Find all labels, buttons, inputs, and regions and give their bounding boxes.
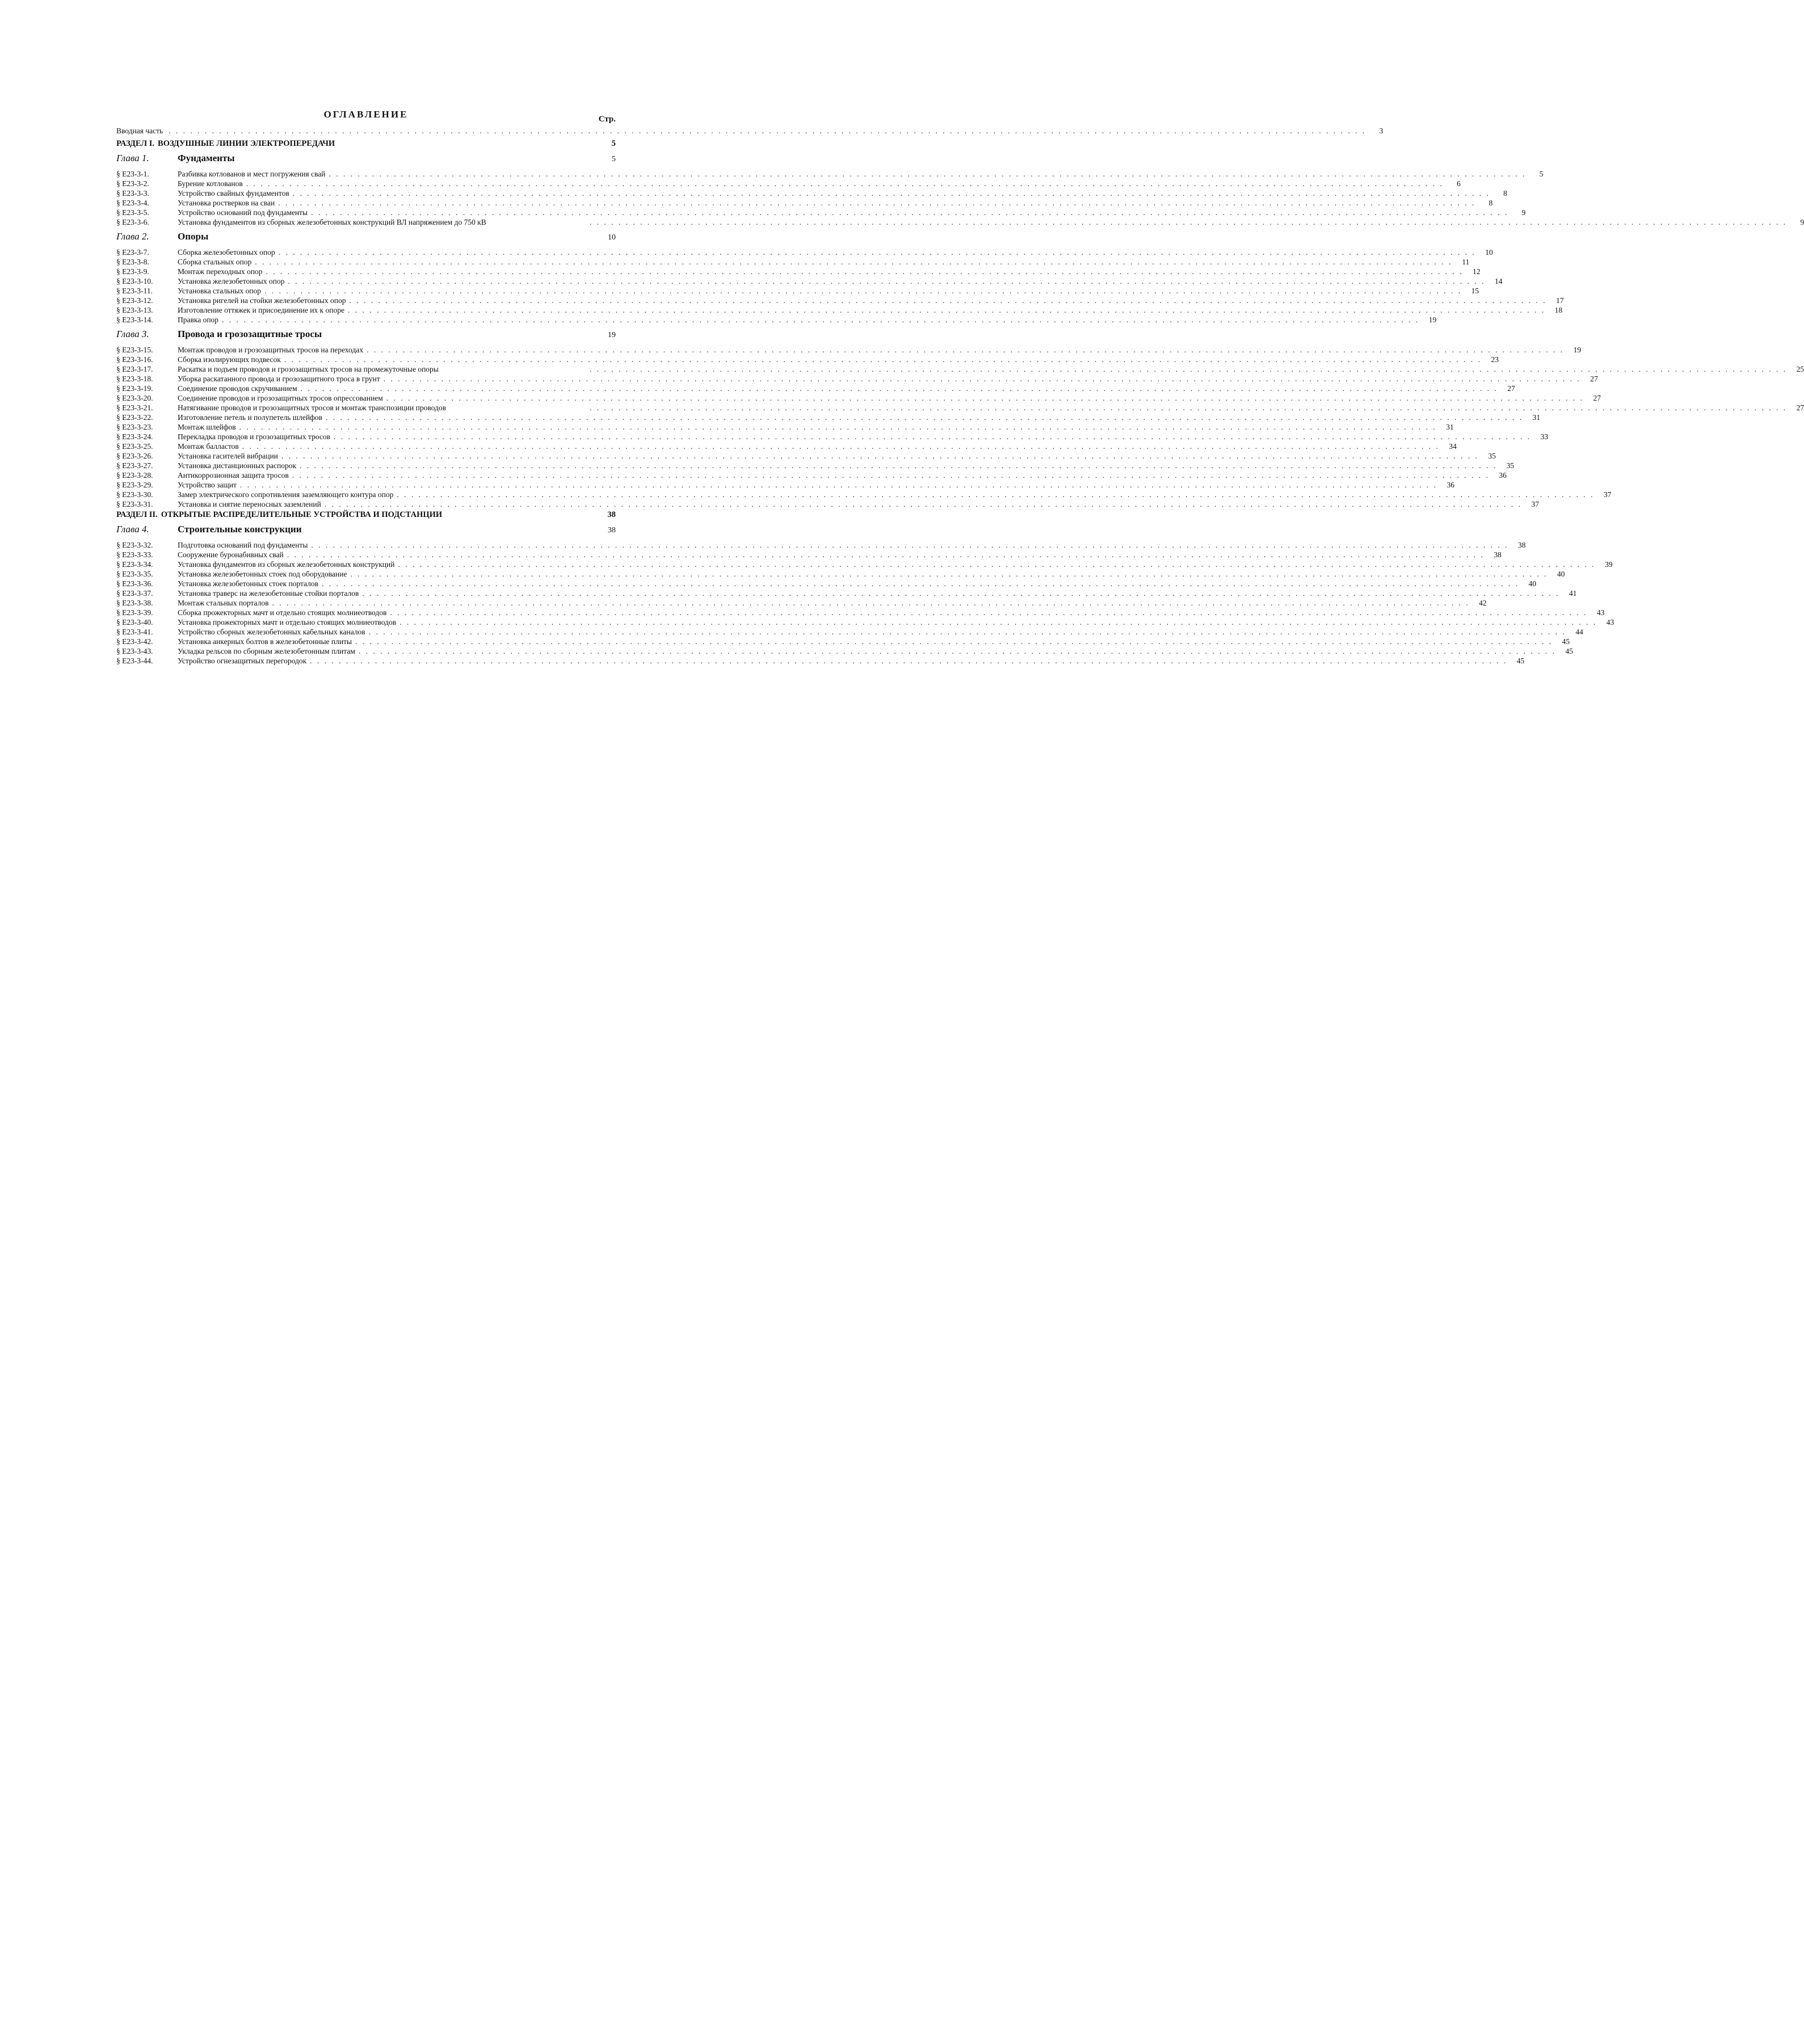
toc-entry-title: Установка фундаментов из сборных железобетонных конструкций bbox=[178, 560, 395, 569]
toc-entry-title: Установка прожекторных мачт и отдельно стоящих молниеотводов bbox=[178, 618, 397, 626]
toc-page-number: 40 bbox=[1557, 570, 1565, 578]
toc-item-row bbox=[116, 355, 1499, 364]
toc-page-number: 37 bbox=[1531, 500, 1539, 508]
toc-header bbox=[116, 107, 616, 126]
toc-page-number: 8 bbox=[1503, 189, 1507, 197]
toc-entry-code: Глава 2. bbox=[116, 231, 149, 242]
toc-entry-title: Провода и грозозащитные тросы bbox=[178, 329, 322, 339]
toc-page-number: 14 bbox=[1495, 277, 1503, 285]
toc-entry-code: § Е23-3-16. bbox=[116, 355, 153, 364]
toc-entry-code: § Е23-3-2. bbox=[116, 179, 149, 188]
toc-list bbox=[116, 126, 1804, 666]
toc-entry-title: Строительные конструкции bbox=[178, 524, 302, 535]
toc-entry-title: Установка дистанционных распорок bbox=[178, 461, 297, 470]
toc-entry-title: Монтаж стальных порталов bbox=[178, 599, 269, 607]
dot-leader bbox=[367, 345, 1564, 355]
toc-entry-code: РАЗДЕЛ II. bbox=[116, 510, 158, 519]
toc-page-number: 27 bbox=[1593, 394, 1601, 402]
toc-page-number: 19 bbox=[1573, 346, 1582, 354]
toc-entry-title: Монтаж балластов bbox=[178, 442, 239, 451]
dot-leader bbox=[590, 364, 1787, 374]
dot-leader bbox=[246, 179, 1444, 188]
toc-entry-code: § Е23-3-33. bbox=[116, 550, 153, 559]
toc-entry-title: Сборка изолирующих подвесок bbox=[178, 355, 281, 364]
toc-entry-code: § Е23-3-44. bbox=[116, 657, 153, 665]
toc-entry-code: § Е23-3-37. bbox=[116, 589, 153, 598]
toc-page-number: 19 bbox=[1428, 316, 1437, 324]
toc-item-row bbox=[116, 432, 1549, 441]
toc-entry-code: § Е23-3-15. bbox=[116, 346, 153, 354]
toc-entry-title: Уборка раскатанного провода и грозозащитного троса в грунт bbox=[178, 375, 380, 383]
toc-page-number: 23 bbox=[1491, 355, 1499, 364]
toc-page-number: 9 bbox=[1800, 218, 1804, 226]
toc-entry-code: § Е23-3-1. bbox=[116, 170, 149, 178]
toc-entry-code: § Е23-3-39. bbox=[116, 608, 153, 617]
toc-entry-code: § Е23-3-22. bbox=[116, 413, 153, 422]
toc-page-number: 3 bbox=[1379, 127, 1384, 135]
dot-leader bbox=[329, 169, 1526, 179]
toc-page-number: 44 bbox=[1575, 628, 1583, 636]
dot-leader bbox=[348, 305, 1545, 315]
toc-entry-title: Изготовление петель и полупетель шлейфов bbox=[178, 413, 322, 422]
toc-item-row bbox=[116, 656, 1525, 666]
toc-entry-title: Установка фундаментов из сборных железобетонных конструкций ВЛ напряжением до 750 кВ bbox=[178, 218, 486, 226]
toc-page-number: 45 bbox=[1516, 657, 1525, 665]
toc-entry-title: Устройство оснований под фундаменты bbox=[178, 208, 308, 217]
toc-entry-title: Раскатка и подъем проводов и грозозащитных тросов на промежуточные опоры bbox=[178, 365, 439, 373]
dot-leader bbox=[242, 441, 1440, 451]
toc-item-row bbox=[116, 490, 1612, 499]
toc-entry-code: § Е23-3-31. bbox=[116, 500, 153, 508]
toc-entry-title: Сооружение буронабивных свай bbox=[178, 550, 284, 559]
toc-entry-title: Установка железобетонных опор bbox=[178, 277, 285, 285]
toc-entry-title: Соединение проводов и грозозащитных тросов опрессованием bbox=[178, 394, 383, 402]
toc-entry-title: Бурение котлованов bbox=[178, 179, 243, 188]
toc-entry-code: § Е23-3-29. bbox=[116, 481, 153, 489]
toc-entry-code: § Е23-3-12. bbox=[116, 296, 153, 305]
toc-entry-code: § Е23-3-13. bbox=[116, 306, 153, 314]
toc-entry-title: Изготовление оттяжек и присоединение их к опоре bbox=[178, 306, 344, 314]
toc-page-number: 34 bbox=[1449, 442, 1457, 451]
toc-item-row bbox=[116, 627, 1583, 637]
toc-item-row bbox=[116, 637, 1570, 646]
toc-entry-code: § Е23-3-32. bbox=[116, 541, 153, 549]
toc-entry-title: Сборка стальных опор bbox=[178, 258, 252, 266]
toc-entry-code: § Е23-3-5. bbox=[116, 208, 149, 217]
toc-page-number: 25 bbox=[1796, 365, 1804, 373]
dot-leader bbox=[169, 126, 1366, 136]
dot-leader bbox=[240, 480, 1437, 490]
dot-leader bbox=[369, 627, 1566, 637]
toc-entry-title: Установка стальных опор bbox=[178, 287, 262, 295]
toc-item-row bbox=[116, 413, 1541, 422]
toc-item-row bbox=[116, 422, 1454, 432]
dot-leader bbox=[386, 393, 1584, 403]
toc-item-row bbox=[116, 208, 1526, 217]
toc-page-number: 11 bbox=[1462, 258, 1470, 266]
toc-entry-title: Укладка рельсов по сборным железобетонным плитам bbox=[178, 647, 355, 655]
toc-page-number: 12 bbox=[1473, 267, 1481, 276]
toc-entry-code: § Е23-3-40. bbox=[116, 618, 153, 626]
toc-page-number: 5 bbox=[1539, 170, 1544, 178]
toc-entry-title: Сборка железобетонных опор bbox=[178, 248, 275, 256]
toc-entry-code: § Е23-3-7. bbox=[116, 248, 149, 256]
dot-leader bbox=[326, 413, 1523, 422]
toc-intro-row bbox=[116, 126, 1384, 136]
dot-leader bbox=[359, 646, 1556, 656]
toc-entry-code: § Е23-3-28. bbox=[116, 471, 153, 480]
toc-entry-code: § Е23-3-25. bbox=[116, 442, 153, 451]
dot-leader bbox=[322, 579, 1519, 588]
toc-item-row bbox=[116, 217, 1804, 227]
toc-item-row bbox=[116, 188, 1507, 198]
toc-page-number: 31 bbox=[1532, 413, 1541, 422]
toc-item-row bbox=[116, 598, 1487, 608]
toc-page-number: 40 bbox=[1528, 579, 1537, 588]
toc-item-row bbox=[116, 646, 1574, 656]
toc-page-number: 45 bbox=[1565, 647, 1574, 655]
dot-leader bbox=[334, 432, 1531, 441]
toc-item-row bbox=[116, 267, 1481, 276]
toc-entry-code: § Е23-3-34. bbox=[116, 560, 153, 569]
toc-entry-code: Глава 3. bbox=[116, 329, 149, 339]
page-title: ОГЛАВЛЕНИЕ bbox=[323, 109, 409, 120]
toc-page-number: 43 bbox=[1606, 618, 1614, 626]
dot-leader bbox=[266, 267, 1464, 276]
dot-leader bbox=[293, 188, 1490, 198]
dot-leader bbox=[398, 560, 1595, 569]
toc-page-number: 15 bbox=[1471, 287, 1479, 295]
toc-entry-code: § Е23-3-17. bbox=[116, 365, 153, 373]
dot-leader bbox=[287, 550, 1485, 560]
dot-leader bbox=[355, 637, 1553, 646]
toc-page-number: 38 bbox=[607, 510, 616, 519]
toc-entry-title: Опоры bbox=[178, 231, 209, 242]
toc-entry-code: § Е23-3-38. bbox=[116, 599, 153, 607]
dot-leader bbox=[292, 470, 1490, 480]
toc-item-row bbox=[116, 296, 1564, 305]
toc-entry-code: § Е23-3-11. bbox=[116, 287, 153, 295]
dot-leader bbox=[590, 403, 1787, 413]
toc-page-number: 10 bbox=[1485, 248, 1493, 256]
dot-leader bbox=[390, 608, 1587, 617]
toc-entry-title: Антикоррозионная защита тросов bbox=[178, 471, 289, 480]
toc-entry-code: § Е23-3-36. bbox=[116, 579, 153, 588]
toc-entry-code: § Е23-3-27. bbox=[116, 461, 153, 470]
toc-item-row bbox=[116, 540, 1526, 550]
toc-item-row bbox=[116, 257, 1470, 267]
toc-entry-code: § Е23-3-43. bbox=[116, 647, 153, 655]
toc-page-number: 27 bbox=[1507, 384, 1515, 393]
toc-item-row bbox=[116, 550, 1502, 560]
toc-entry-title: Замер электрического сопротивления заземляющего контура опор bbox=[178, 490, 394, 499]
toc-entry-title: Устройство сборных железобетонных кабельных каналов bbox=[178, 628, 365, 636]
toc-entry-code: Вводная часть bbox=[116, 127, 163, 135]
toc-item-row bbox=[116, 169, 1544, 179]
toc-item-row bbox=[116, 451, 1496, 461]
toc-page-number: 18 bbox=[1554, 306, 1563, 314]
dot-leader bbox=[311, 540, 1508, 550]
toc-item-row bbox=[116, 403, 1804, 413]
toc-entry-code: § Е23-3-9. bbox=[116, 267, 149, 276]
toc-item-row bbox=[116, 198, 1493, 208]
toc-item-row bbox=[116, 345, 1582, 355]
toc-page-number: 38 bbox=[1518, 541, 1526, 549]
toc-entry-title: Перекладка проводов и грозозащитных тросов bbox=[178, 432, 331, 441]
toc-entry-code: § Е23-3-4. bbox=[116, 199, 149, 207]
toc-entry-code: § Е23-3-20. bbox=[116, 394, 153, 402]
toc-entry-code: § Е23-3-10. bbox=[116, 277, 153, 285]
toc-entry-code: § Е23-3-35. bbox=[116, 570, 153, 578]
toc-item-row bbox=[116, 364, 1804, 374]
toc-page-number: 38 bbox=[1494, 550, 1502, 559]
page-column-label: Стр. bbox=[598, 115, 616, 124]
toc-entry-code: Глава 1. bbox=[116, 153, 149, 163]
toc-entry-title: Устройство свайных фундаментов bbox=[178, 189, 289, 197]
dot-leader bbox=[300, 461, 1497, 470]
toc-page-number: 19 bbox=[608, 331, 616, 339]
toc-entry-code: § Е23-3-8. bbox=[116, 258, 149, 266]
dot-leader bbox=[288, 276, 1485, 286]
toc-item-row bbox=[116, 393, 1601, 403]
toc-page-number: 43 bbox=[1596, 608, 1605, 617]
toc-item-row bbox=[116, 247, 1493, 257]
dot-leader bbox=[284, 355, 1482, 364]
toc-item-row bbox=[116, 276, 1503, 286]
toc-item-row bbox=[116, 384, 1515, 393]
dot-leader bbox=[222, 315, 1419, 325]
toc-entry-code: § Е23-3-6. bbox=[116, 218, 149, 226]
dot-leader bbox=[349, 296, 1546, 305]
toc-page-number: 36 bbox=[1446, 481, 1454, 489]
toc-entry-code: § Е23-3-18. bbox=[116, 375, 153, 383]
toc-entry-title: ВОЗДУШНЫЕ ЛИНИИ ЭЛЕКТРОПЕРЕДАЧИ bbox=[158, 139, 335, 148]
toc-item-row bbox=[116, 305, 1563, 315]
dot-leader bbox=[325, 499, 1522, 509]
toc-page-number: 27 bbox=[1590, 375, 1598, 383]
dot-leader bbox=[272, 598, 1469, 608]
dot-leader bbox=[264, 286, 1462, 296]
toc-entry-title: Установка и снятие переносных заземлений bbox=[178, 500, 321, 508]
toc-page-number: 41 bbox=[1569, 589, 1577, 598]
toc-item-row bbox=[116, 374, 1598, 384]
toc-entry-title: Установка траверс на железобетонные стойки порталов bbox=[178, 589, 359, 598]
dot-leader bbox=[255, 257, 1452, 267]
toc-item-row bbox=[116, 617, 1614, 627]
toc-chapter-row bbox=[116, 152, 616, 166]
toc-entry-title: Установка ригелей на стойки железобетонных опор bbox=[178, 296, 346, 305]
toc-item-row bbox=[116, 588, 1577, 598]
toc-entry-code: § Е23-3-14. bbox=[116, 316, 153, 324]
toc-item-row bbox=[116, 560, 1613, 569]
toc-page-number: 27 bbox=[1796, 403, 1804, 412]
toc-entry-title: Фундаменты bbox=[178, 153, 235, 163]
toc-entry-title: Установка анкерных болтов в железобетонные плиты bbox=[178, 637, 352, 646]
toc-entry-code: § Е23-3-30. bbox=[116, 490, 153, 499]
toc-entry-title: Сборка прожекторных мачт и отдельно стоящих молниеотводов bbox=[178, 608, 387, 617]
toc-item-row bbox=[116, 579, 1537, 588]
toc-entry-title: Подготовка оснований под фундаменты bbox=[178, 541, 308, 549]
toc-chapter-row bbox=[116, 523, 616, 537]
toc-entry-title: Установка гасителей вибрации bbox=[178, 452, 278, 460]
toc-item-row bbox=[116, 461, 1515, 470]
toc-entry-code: § Е23-3-24. bbox=[116, 432, 153, 441]
toc-page-number: 42 bbox=[1479, 599, 1487, 607]
toc-item-row bbox=[116, 569, 1565, 579]
dot-leader bbox=[397, 490, 1594, 499]
toc-entry-title: Натягивание проводов и грозозащитных тросов и монтаж транспозиции проводов bbox=[178, 403, 446, 412]
toc-page-number: 33 bbox=[1540, 432, 1549, 441]
toc-entry-title: Устройство огнезащитных перегородок bbox=[178, 657, 307, 665]
dot-leader bbox=[400, 617, 1597, 627]
toc-section-row bbox=[116, 139, 616, 149]
toc-page-number: 5 bbox=[612, 155, 616, 163]
dot-leader bbox=[311, 208, 1508, 217]
toc-page-number: 37 bbox=[1604, 490, 1612, 499]
toc-entry-code: § Е23-3-19. bbox=[116, 384, 153, 393]
toc-chapter-row bbox=[116, 328, 616, 342]
toc-item-row bbox=[116, 470, 1507, 480]
toc-entry-title: Правка опор bbox=[178, 316, 219, 324]
toc-item-row bbox=[116, 499, 1539, 509]
toc-entry-title: ОТКРЫТЫЕ РАСПРЕДЕЛИТЕЛЬНЫЕ УСТРОЙСТВА И ПОДСТАНЦИИ bbox=[161, 510, 443, 519]
toc-entry-code: Глава 4. bbox=[116, 524, 149, 535]
toc-chapter-row bbox=[116, 230, 616, 244]
toc-section-row bbox=[116, 510, 616, 520]
toc-entry-title: Соединение проводов скручиванием bbox=[178, 384, 297, 393]
dot-leader bbox=[362, 588, 1559, 598]
toc-item-row bbox=[116, 608, 1605, 617]
toc-entry-code: § Е23-3-23. bbox=[116, 423, 153, 431]
toc-page-number: 45 bbox=[1562, 637, 1570, 646]
toc-entry-code: РАЗДЕЛ I. bbox=[116, 139, 155, 148]
dot-leader bbox=[384, 374, 1581, 384]
toc-item-row bbox=[116, 441, 1457, 451]
toc-entry-title: Монтаж шлейфов bbox=[178, 423, 236, 431]
dot-leader bbox=[590, 217, 1787, 227]
toc-entry-title: Разбивка котлованов и мест погружения свай bbox=[178, 170, 326, 178]
toc-entry-title: Установка железобетонных стоек под оборудование bbox=[178, 570, 347, 578]
toc-item-row bbox=[116, 480, 1454, 490]
toc-page-number: 31 bbox=[1446, 423, 1454, 431]
toc-page-number: 5 bbox=[611, 139, 616, 148]
dot-leader bbox=[301, 384, 1498, 393]
toc-entry-title: Монтаж переходных опор bbox=[178, 267, 263, 276]
toc-entry-title: Установка ростверков на сваи bbox=[178, 199, 275, 207]
dot-leader bbox=[281, 451, 1479, 461]
toc-entry-title: Установка железобетонных стоек порталов bbox=[178, 579, 319, 588]
toc-item-row bbox=[116, 315, 1437, 325]
toc-page-number: 8 bbox=[1488, 199, 1493, 207]
dot-leader bbox=[278, 198, 1475, 208]
toc-page-number: 38 bbox=[608, 526, 616, 535]
toc-page-number: 9 bbox=[1521, 208, 1526, 217]
table-of-contents bbox=[116, 107, 1804, 666]
toc-entry-code: § Е23-3-3. bbox=[116, 189, 149, 197]
toc-item-row bbox=[116, 286, 1479, 296]
toc-page-number: 17 bbox=[1556, 296, 1564, 305]
toc-page-number: 35 bbox=[1506, 461, 1515, 470]
toc-page-number: 39 bbox=[1605, 560, 1613, 569]
toc-entry-code: § Е23-3-21. bbox=[116, 403, 153, 412]
toc-page-number: 6 bbox=[1457, 179, 1461, 188]
dot-leader bbox=[310, 656, 1507, 666]
toc-entry-code: § Е23-3-42. bbox=[116, 637, 153, 646]
toc-item-row bbox=[116, 179, 1461, 188]
toc-entry-code: § Е23-3-26. bbox=[116, 452, 153, 460]
dot-leader bbox=[239, 422, 1437, 432]
dot-leader bbox=[279, 247, 1476, 257]
toc-entry-code: § Е23-3-41. bbox=[116, 628, 153, 636]
toc-page-number: 36 bbox=[1499, 471, 1507, 480]
toc-page-number: 10 bbox=[608, 233, 616, 242]
dot-leader bbox=[350, 569, 1548, 579]
toc-entry-title: Устройство защит bbox=[178, 481, 237, 489]
toc-page-number: 35 bbox=[1488, 452, 1496, 460]
toc-entry-title: Монтаж проводов и грозозащитных тросов на переходах bbox=[178, 346, 364, 354]
